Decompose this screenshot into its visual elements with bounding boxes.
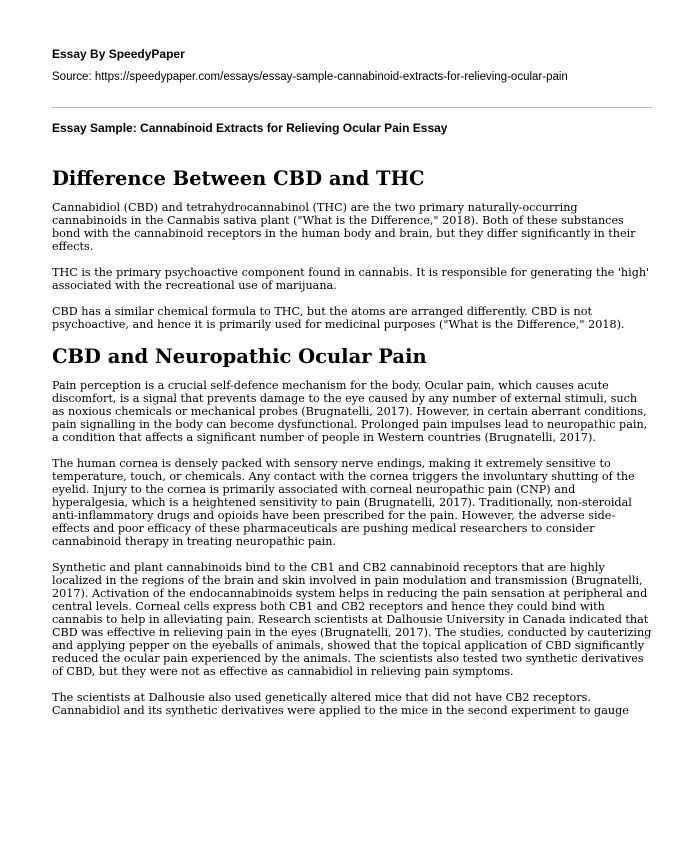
paragraph: THC is the primary psychoactive component found in cannabis. It is responsible for generating the 'high' associated with the recreational use of marijuana. bbox=[52, 266, 650, 292]
essay-body bbox=[52, 166, 652, 730]
section-heading: CBD and Neuropathic Ocular Pain bbox=[52, 345, 427, 368]
paragraph: Cannabidiol (CBD) and tetrahydrocannabinol (THC) are the two primary naturally-occurring cannabinoids in the Cannabis sativa plant ("What is the Difference," 2018). Both of these substances bond with the cannabinoid receptors in the human body and brain, but they differ significantly in their effects. bbox=[52, 201, 636, 253]
essay-title: Essay Sample: Cannabinoid Extracts for Relieving Ocular Pain Essay bbox=[52, 121, 448, 135]
paragraph: Pain perception is a crucial self-defence mechanism for the body. Ocular pain, which causes acute discomfort, is a signal that prevents damage to the eye caused by any number of external stimuli, such as noxious chemicals or mechanical probes (Brugnatelli, 2017). However, in certain aberrant conditions, pain signalling in the body can become dysfunctional. Prolonged pain impulses lead to neuropathic pain, a condition that affects a significant number of people in Western countries (Brugnatelli, 2017). bbox=[52, 379, 648, 444]
source-url: Source: https://speedypaper.com/essays/essay-sample-cannabinoid-extracts-for-relieving-ocular-pain bbox=[52, 71, 568, 83]
divider bbox=[52, 107, 652, 108]
paragraph: The human cornea is densely packed with sensory nerve endings, making it extremely sensitive to temperature, touch, or chemicals. Any contact with the cornea triggers the involuntary shutting of the eyelid. Injury to the cornea is primarily associated with corneal neuropathic pain (CNP) and hyperalgesia, which is a heightened sensitivity to pain (Brugnatelli, 2017). Traditionally, non-steroidal anti-inflammatory drugs and opioids have been prescribed for the pain. However, the adverse side-effects and poor efficacy of these pharmaceuticals are pushing medical researchers to consider cannabinoid therapy in treating neuropathic pain. bbox=[52, 457, 635, 548]
paragraph: CBD has a similar chemical formula to THC, but the atoms are arranged differently. CBD is not psychoactive, and hence it is primarily used for medicinal purposes ("What is the Difference," 2018). bbox=[52, 305, 625, 331]
brand-title: Essay By SpeedyPaper bbox=[52, 47, 185, 61]
paragraph: The scientists at Dalhousie also used genetically altered mice that did not have CB2 receptors. Cannabidiol and its synthetic derivatives were applied to the mice in the second experiment to gauge bbox=[52, 691, 629, 717]
section-heading: Difference Between CBD and THC bbox=[52, 167, 425, 190]
paragraph: Synthetic and plant cannabinoids bind to the CB1 and CB2 cannabinoid receptors that are highly localized in the regions of the brain and skin involved in pain modulation and transmission (Brugnatelli, 2017). Activation of the endocannabinoids system helps in reducing the pain sensation at peripheral and central levels. Corneal cells express both CB1 and CB2 receptors and hence they could bind with cannabis to help in alleviating pain. Research scientists at Dalhousie University in Canada indicated that CBD was effective in relieving pain in the eyes (Brugnatelli, 2017). The studies, conducted by cauterizing and applying pepper on the eyeballs of animals, showed that the topical application of CBD significantly reduced the ocular pain experienced by the animals. The scientists also tested two synthetic derivatives of CBD, but they were not as effective as cannabidiol in relieving pain symptoms. bbox=[52, 561, 652, 678]
